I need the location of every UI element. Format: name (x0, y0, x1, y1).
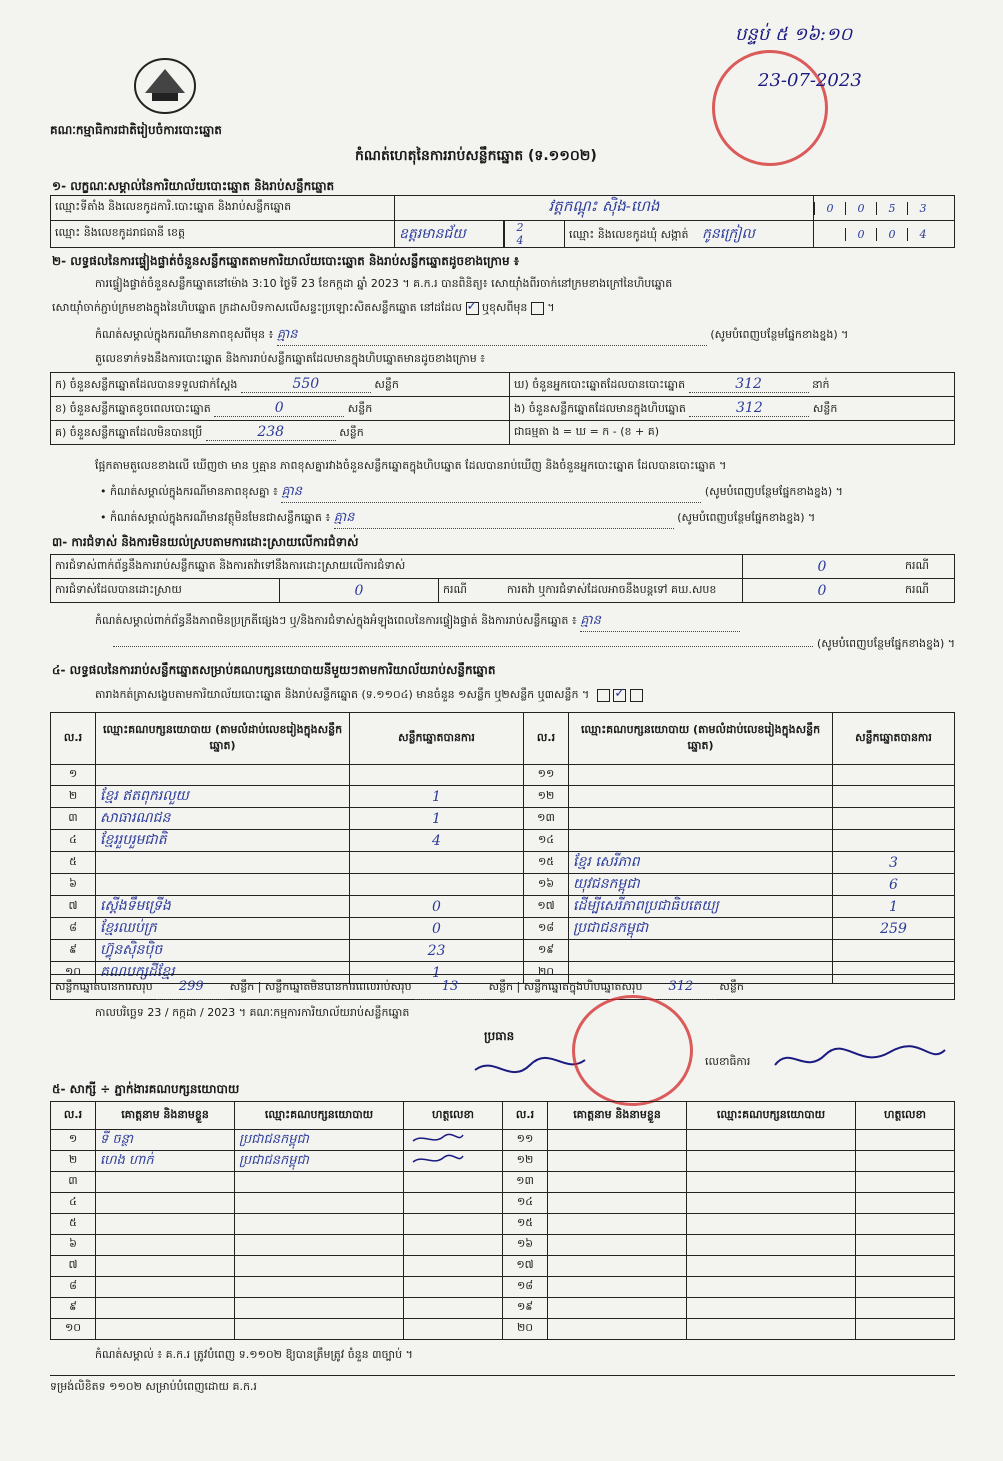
witness-signature (404, 1214, 503, 1235)
witness-signature (404, 1319, 503, 1340)
result-row (51, 786, 955, 808)
witness-signature (856, 1214, 955, 1235)
witness-party (687, 1172, 856, 1193)
same-checkbox[interactable] (466, 302, 479, 315)
party-name: យុវជនកម្ពុជា (569, 874, 833, 896)
stamp-date: 23-07-2023 (758, 70, 862, 91)
result-row (51, 765, 955, 786)
witness-name (548, 1130, 687, 1151)
official-stamp-top (712, 50, 828, 166)
party-votes: 4 (350, 830, 524, 852)
org-name: គណៈកម្មាធិការជាតិរៀបចំការបោះឆ្នោត (50, 123, 222, 137)
ballot-figures-table (50, 372, 955, 445)
witness-party (235, 1277, 404, 1298)
formula: ជាធម្មតា ង = ឃ = ក - (ខ + គ) (510, 421, 955, 445)
row-number: ១៧ (503, 1256, 548, 1277)
witness-signature (404, 1235, 503, 1256)
witness-name (96, 1193, 235, 1214)
party-votes: 259 (833, 918, 955, 940)
party-name: ប្រជាជនកម្ពុជា (569, 918, 833, 940)
witness-name (96, 1298, 235, 1319)
row-number: ៥ (51, 1214, 96, 1235)
received-value: 550 (241, 376, 371, 393)
objections-table: ការជំទាស់ពាក់ព័ន្ធនឹងការរាប់សន្លឹកឆ្នោត និងការតវ៉ាទៅនឹងការដោះស្រាយលើការជំទាស់ 0 ករណី ការជំទាស់ដែលបានដោះស្រាយ 0 ករណី ការតវ៉ា ឬការជំទាស់ដែលអាចនឹងបន្តទៅ គឃ.សបខ 0 ករណី (50, 554, 955, 603)
in-box-value: 312 (689, 400, 809, 417)
party-votes (833, 765, 955, 786)
party-votes: 0 (350, 918, 524, 940)
total-valid: 299 (156, 975, 226, 1000)
spoiled-value: 0 (214, 400, 344, 417)
witness-signature (404, 1193, 503, 1214)
witness-party (235, 1319, 404, 1340)
row-number: ៩ (51, 1298, 96, 1319)
total-in-box: 312 (646, 975, 716, 1000)
party-name (569, 765, 833, 786)
section2-heading: ២- លទ្ធផលនៃការផ្ទៀងផ្ទាត់ចំនួនសន្លឹកឆ្នោតតាមការិយាល័យបោះឆ្នោត និងរាប់សន្លឹកឆ្នោតដូចខាងក្រោម ៖ (52, 254, 520, 268)
row-number: ១០ (51, 1319, 96, 1340)
in-box-row: ង) ចំនួនសន្លឹកឆ្នោតដែលមានក្នុងហិបឆ្នោត 312 សន្លឹក (510, 397, 955, 421)
witness-name (548, 1298, 687, 1319)
row-number: ២ (51, 786, 96, 808)
result-row (51, 896, 955, 918)
witness-party (687, 1214, 856, 1235)
section4-heading: ៤- លទ្ធផលនៃការរាប់សន្លឹកឆ្នោតសម្រាប់គណបក្សនយោបាយនីមួយៗតាមការិយាល័យរាប់សន្លឹកឆ្នោត (52, 663, 496, 677)
party-votes (833, 808, 955, 830)
verification-line1: ការផ្ទៀងផ្ទាត់ចំនួនសន្លឹកឆ្នោតនៅម៉ោង 3:10 ថ្ងៃទី 23 ខែកក្កដា ឆ្នាំ 2023 ។ គ.ក.រ បានពិនិត្យ៖ សោយ៉ាំងពីរចាក់នៅក្រមខាងក្រៅនៃហិបឆ្នោត (95, 277, 673, 290)
row-number: ១៤ (503, 1193, 548, 1214)
party-votes (350, 852, 524, 874)
row-number: ២០ (503, 1319, 548, 1340)
witness-party (687, 1277, 856, 1298)
witness-party: ប្រជាជនកម្ពុជា (235, 1130, 404, 1151)
witness-name (96, 1235, 235, 1256)
witness-name (548, 1151, 687, 1172)
witness-party (235, 1172, 404, 1193)
row-number: ២០ (524, 962, 569, 984)
party-votes (350, 765, 524, 786)
witness-row (51, 1214, 955, 1235)
row-number: ៦ (51, 874, 96, 896)
witness-name (548, 1214, 687, 1235)
changed-checkbox[interactable] (531, 302, 544, 315)
witness-row (51, 1235, 955, 1256)
resolved-value: 0 (280, 579, 439, 603)
section5-heading: ៥- សាក្សី ÷ ភ្នាក់ងារគណបក្សនយោបាយ (52, 1082, 240, 1096)
row-number: ១៤ (524, 830, 569, 852)
witness-name (548, 1235, 687, 1256)
total-invalid: 13 (415, 975, 485, 1000)
official-stamp-bottom (572, 995, 693, 1106)
witness-signature (404, 1256, 503, 1277)
witness-name (548, 1172, 687, 1193)
party-name: សាធារណជន (96, 808, 350, 830)
witness-party (235, 1214, 404, 1235)
witness-signature (856, 1172, 955, 1193)
party-name (569, 786, 833, 808)
result-row (51, 808, 955, 830)
row-number: ៤ (51, 830, 96, 852)
witness-party (235, 1256, 404, 1277)
row-number: ១២ (503, 1151, 548, 1172)
row-number: ៧ (51, 896, 96, 918)
change-note: កំណត់សម្គាល់ក្នុងករណីមានភាពខុសពីមុន ៖ គ្មាន (សូមបំពេញបន្ថែមផ្នែកខាងខ្នង) ។ (95, 326, 955, 346)
secretary-signature (770, 1040, 950, 1080)
result-row (51, 830, 955, 852)
party-name (569, 808, 833, 830)
party-votes (833, 940, 955, 962)
party-name (569, 830, 833, 852)
party-name: ដើម្បីសេរីភាពប្រជាធិបតេយ្យ (569, 896, 833, 918)
witness-signature (404, 1151, 503, 1172)
witness-name (96, 1256, 235, 1277)
province-label: ឈ្មោះ និងលេខកូដរាជធានី ខេត្ត (51, 221, 395, 248)
witness-row (51, 1277, 955, 1298)
row-number: ១៥ (503, 1214, 548, 1235)
witness-signature (404, 1277, 503, 1298)
voters-row: ឃ) ចំនួនអ្នកបោះឆ្នោតដែលបានបោះឆ្នោត 312 នាក់ (510, 373, 955, 397)
footer-note: កំណត់សម្គាល់ ៖ គ.ក.រ ត្រូវបំពេញ ទ.១១០២ ឱ្យបានត្រឹមត្រូវ ចំនួន ៣ច្បាប់ ។ (95, 1348, 413, 1361)
three-sheet-checkbox[interactable] (630, 689, 643, 702)
row-number: ៨ (51, 918, 96, 940)
row-number: ៩ (51, 940, 96, 962)
party-name: ខ្មែរឈប់ក្រ (96, 918, 350, 940)
row-number: ១៧ (524, 896, 569, 918)
witness-party (687, 1235, 856, 1256)
handwritten-ref: បន្ទប់ ៥ ១៦:១០ (735, 24, 853, 45)
witness-row (51, 1256, 955, 1277)
row-number: ២ (51, 1151, 96, 1172)
verification-line2: សោយ៉ាំចាក់ភ្ជាប់ក្រមខាងក្នុងនៃហិបឆ្នោត ក្រដាសបិទកាសលើសន្ទះប្រឡោះសិតសន្លឹកឆ្នោត នៅដដែល ✓ ឬខុសពីមុន ។ (52, 301, 555, 317)
witness-signature (404, 1130, 503, 1151)
party-votes: 1 (350, 808, 524, 830)
witness-row (51, 1130, 955, 1151)
difference-line: ផ្អែកតាមតួលេខខាងលើ ឃើញថា មាន ឬគ្មាន ភាពខុសគ្នារវាងចំនួនសន្លឹកឆ្នោតក្នុងហិបឆ្នោត ដែលបានរាប់ឃើញ និងចំនួនអ្នកបោះឆ្នោត ដែលបានបោះឆ្នោត ។ (95, 459, 727, 472)
party-name: ខ្មែររួបរួមជាតិ (96, 830, 350, 852)
party-name: ហ៊្វុនស៊ិនប៉ិច (96, 940, 350, 962)
two-sheet-checkbox[interactable] (613, 689, 626, 702)
witness-name (96, 1214, 235, 1235)
row-number: ១៩ (503, 1298, 548, 1319)
row-number: ១៣ (524, 808, 569, 830)
witness-party (687, 1319, 856, 1340)
row-number: ១៨ (503, 1277, 548, 1298)
page-title: កំណត់ហេតុនៃការរាប់សន្លឹកឆ្នោត (ទ.១១០២) (355, 148, 597, 164)
witness-name (548, 1193, 687, 1214)
row-number: ១ (51, 765, 96, 786)
row-number: ១៦ (524, 874, 569, 896)
objection-label: ការជំទាស់ពាក់ព័ន្ធនឹងការរាប់សន្លឹកឆ្នោត និងការតវ៉ាទៅនឹងការដោះស្រាយលើការជំទាស់ (51, 555, 743, 579)
witness-party: ប្រជាជនកម្ពុជា (235, 1151, 404, 1172)
unused-row: គ) ចំនួនសន្លឹកឆ្នោតដែលមិនបានប្រើ 238 សន្លឹក (51, 421, 510, 445)
row-number: ១៩ (524, 940, 569, 962)
witness-signature (856, 1130, 955, 1151)
witness-signature (856, 1193, 955, 1214)
chair-label: ប្រធាន (484, 1029, 515, 1043)
received-row: ក) ចំនួនសន្លឹកឆ្នោតដែលបានទទួលជាក់ស្តែង 550 សន្លឹក (51, 373, 510, 397)
appeal-value: 0 (743, 579, 902, 603)
party-votes (833, 830, 955, 852)
witness-table: ល.រ គោត្តនាម និងនាមខ្លួន ឈ្មោះគណបក្សនយោបាយ ហត្ថលេខា ល.រ គោត្តនាម និងនាមខ្លួន ឈ្មោះគណបក្សនយោបាយ ហត្ថលេខា ១ ទី ចន្ថា ប្រជាជនកម្ពុជា ១១ ២ ហេង ហាក់ ប្រជាជនកម្ពុជា ១២ ៣ ១៣ ៤ ១៤ ៥ ១៥ ៦ ១៦ ៧ ១៧ ៨ ១៨ ៩ ១៩ ១០ ២០ (50, 1101, 955, 1340)
commune-value: កូនក្រៀល (702, 225, 755, 242)
witness-name (96, 1319, 235, 1340)
unused-value: 238 (206, 424, 336, 441)
witness-row (51, 1193, 955, 1214)
difference-note: • កំណត់សម្គាល់ក្នុងករណីមានភាពខុសគ្នា ៖ គ្មាន (សូមបំពេញបន្ថែមផ្នែកខាងខ្នង) ។ (100, 483, 955, 503)
row-number: ១១ (524, 765, 569, 786)
province-value: ឧត្តរមានជ័យ (395, 221, 504, 248)
difference-note-value: គ្មាន (281, 483, 701, 503)
witness-party (687, 1151, 856, 1172)
result-row (51, 918, 955, 940)
party-name (96, 874, 350, 896)
witness-party (687, 1130, 856, 1151)
party-votes: 1 (350, 786, 524, 808)
party-name: ស្ដើងទឹមទ្រើង (96, 896, 350, 918)
party-votes: 3 (833, 852, 955, 874)
witness-row (51, 1172, 955, 1193)
totals-row: សន្លឹកឆ្នោតបានការសរុប 299 សន្លឹក | សន្លឹកឆ្នោតមិនបានការពេលរាប់សរុប 13 សន្លឹក | សន្លឹកឆ្នោតក្នុងហិបឆ្នោតសរុប 312 សន្លឹក (50, 974, 955, 1000)
witness-name (96, 1277, 235, 1298)
row-number: ៦ (51, 1235, 96, 1256)
figures-intro: តួលេខទាក់ទងនឹងការបោះឆ្នោត និងការរាប់សន្លឹកឆ្នោតដែលមានក្នុងហិបឆ្នោតមានដូចខាងក្រោម ៖ (95, 352, 486, 365)
row-number: ៣ (51, 808, 96, 830)
witness-party (687, 1256, 856, 1277)
witness-row (51, 1151, 955, 1172)
witness-name (548, 1256, 687, 1277)
result-row (51, 874, 955, 896)
witness-party (687, 1298, 856, 1319)
witness-name (548, 1319, 687, 1340)
row-number: ១០ (51, 962, 96, 984)
appeal-label: ករណី ការតវ៉ា ឬការជំទាស់ដែលអាចនឹងបន្តទៅ គឃ.សបខ (439, 579, 743, 603)
party-name (96, 765, 350, 786)
witness-signature (856, 1151, 955, 1172)
party-name: ខ្មែរ ឥតពុករលួយ (96, 786, 350, 808)
witness-signature (856, 1256, 955, 1277)
row-number: ១៥ (524, 852, 569, 874)
voters-value: 312 (689, 376, 809, 393)
date-line: កាលបរិច្ឆេទ 23 / កក្កដា / 2023 ។ គណៈកម្មការការិយាល័យរាប់សន្លឹកឆ្នោត (95, 1006, 410, 1019)
province-code: 24 (504, 221, 565, 248)
nec-emblem-icon (130, 55, 200, 117)
row-number: ១២ (524, 786, 569, 808)
location-value: វត្តកណ្តុះ ស៊ិង-ហេង (395, 196, 814, 221)
witness-party (235, 1235, 404, 1256)
commune-label: ឈ្មោះ និងលេខកូដឃុំ សង្កាត់ កូនក្រៀល (565, 221, 814, 248)
witness-signature (856, 1235, 955, 1256)
party-name: គណបក្សដីខ្មែរ (96, 962, 350, 984)
witness-signature (856, 1277, 955, 1298)
section1-table (50, 195, 955, 248)
result-row (51, 852, 955, 874)
section3-heading: ៣- ការជំទាស់ និងការមិនយល់ស្របតាមការដោះស្រាយលើការជំទាស់ (52, 535, 359, 549)
secretary-label: លេខាធិការ (705, 1055, 751, 1068)
ballot-count-report: គណៈកម្មាធិការជាតិរៀបចំការបោះឆ្នោត កំណត់ហេតុនៃការរាប់សន្លឹកឆ្នោត (ទ.១១០២) បន្ទប់ ៥ ១៦:១០ 23-07-2023 ១- លក្ខណៈសម្គាល់នៃការិយាល័យបោះឆ្នោត និងរាប់សន្លឹកឆ្នោត ឈ្មោះទីតាំង និងលេខកូដការិ.បោះឆ្នោត និងរាប់សន្លឹកឆ្នោត វត្តកណ្តុះ ស៊ិង-ហេង 0 0 5 3 ឈ្មោះ និងលេខកូដរាជធានី ខេត្ត ឧត្តរមានជ័យ 24 ឈ្មោះ និងលេខកូដឃុំ សង្កាត់ កូនក្រៀល 0 0 4 ២- លទ្ធផលនៃការផ្ទៀងផ្ទាត់ចំនួនសន្លឹកឆ្នោតតាមការិយាល័យបោះឆ្នោត និងរាប់សន្លឹកឆ្នោតដូចខាងក្រោម ៖ ការផ្ទៀងផ្ទាត់ចំនួនសន្លឹកឆ្នោតនៅម៉ោង 3:10 ថ្ងៃទី 23 ខែកក្កដា ឆ្នាំ 2023 ។ គ.ក.រ បានពិនិត្យ៖ សោយ៉ាំងពីរចាក់នៅក្រមខាងក្រៅនៃហិបឆ្នោត សោយ៉ាំចាក់ភ្ជាប់ក្រមខាងក្នុងនៃហិបឆ្នោត ក្រដាសបិទកាសលើសន្ទះប្រឡោះសិតសន្លឹកឆ្នោត នៅដដែល ✓ ឬខុសពីមុន ។ កំណត់សម្គាល់ក្នុងករណីមានភាពខុសពីមុន ៖ គ្មាន (សូមបំពេញបន្ថែមផ្នែកខាងខ្នង) ។ តួលេខទាក់ទងនឹងការបោះឆ្នោត និងការរាប់សន្លឹកឆ្នោតដែលមានក្នុងហិបឆ្នោតមានដូចខាងក្រោម ៖ ក) ចំនួនសន្លឹកឆ្នោតដែលបានទទួលជាក់ស្តែង 550 សន្លឹក ឃ) ចំនួនអ្នកបោះឆ្នោតដែលបានបោះឆ្នោត 312 នាក់ ខ) ចំនួនសន្លឹកឆ្នោតខូចពេលបោះឆ្នោត 0 សន្លឹក ង) ចំនួនសន្លឹកឆ្នោតដែលមានក្នុងហិបឆ្នោត 312 សន្លឹក គ) ចំនួនសន្លឹកឆ្នោតដែលមិនបានប្រើ 238 សន្លឹក ជាធម្មតា ង = ឃ = ក - (ខ + គ) ផ្អែកតាមតួលេខខាងលើ ឃើញថា មាន ឬគ្មាន ភាពខុសគ្នារវាងចំនួនសន្លឹកឆ្នោតក្នុងហិបឆ្នោត ដែលបានរាប់ឃើញ និងចំនួនអ្នកបោះឆ្នោត ដែលបានបោះឆ្នោត ។ • កំណត់សម្គាល់ក្នុងករណីមានភាពខុសគ្នា ៖ គ្មាន (សូមបំពេញបន្ថែមផ្នែកខាងខ្នង) ។ • កំណត់សម្គាល់ក្នុងករណីមានវត្ថុមិនមែនជាសន្លឹកឆ្នោត ៖ គ្មាន (សូមបំពេញបន្ថែមផ្នែកខាងខ្នង) ។ ៣- ការជំទាស់ និងការមិនយល់ស្របតាមការដោះស្រាយលើការជំទាស់ ការជំទាស់ពាក់ព័ន្ធនឹងការរាប់សន្លឹកឆ្នោត និងការតវ៉ាទៅនឹងការដោះស្រាយលើការជំទាស់ 0 ករណី ការជំទាស់ដែលបានដោះស្រាយ 0 ករណី ការតវ៉ា ឬការជំទាស់ដែលអាចនឹងបន្តទៅ គឃ.សបខ 0 ករណី កំណត់សម្គាល់ពាក់ព័ន្ធនឹងភាពមិនប្រក្រតីផ្សេងៗ ឬ/និងការជំទាស់ក្នុងអំឡុងពេលនៃការផ្ទៀងផ្ទាត់ និងការរាប់សន្លឹកឆ្នោត ៖ គ្មាន (សូមបំពេញបន្ថែមផ្នែកខាងខ្នង) ។ ៤- លទ្ធផលនៃការរាប់សន្លឹកឆ្នោតសម្រាប់គណបក្សនយោបាយនីមួយៗតាមការិយាល័យរាប់សន្លឹកឆ្នោត តារាងកត់ត្រាសង្ខេបតាមការិយាល័យបោះឆ្នោត និងរាប់សន្លឹកឆ្នោត (ទ.១១០៤) មានចំនួន ១សន្លឹក ឬ២សន្លឹក ឬ៣សន្លឹក ។ ✓ ល.រ ឈ្មោះគណបក្សនយោបាយ (តាមលំដាប់លេខរៀងក្នុងសន្លឹកឆ្នោត) សន្លឹកឆ្នោតបានការ ល.រ ឈ្មោះគណបក្សនយោបាយ (តាមលំដាប់លេខរៀងក្នុងសន្លឹកឆ្នោត) សន្លឹកឆ្នោតបានការ ១ ១១ ២ ខ្មែរ ឥតពុករលួយ 1 ១២ ៣ សាធារណជន 1 ១៣ ៤ ខ្មែររួបរួមជាតិ 4 ១៤ ៥ ១៥ ខ្មែរ សេរីភាព 3 ៦ ១៦ យុវជនកម្ពុជា 6 ៧ ស្ដើងទឹមទ្រើង 0 ១៧ ដើម្បីសេរីភាពប្រជាធិបតេយ្យ 1 ៨ ខ្មែរឈប់ក្រ 0 ១៨ ប្រជាជនកម្ពុជា 259 ៩ ហ៊្វុនស៊ិនប៉ិច 23 ១៩ ១០ គណបក្សដីខ្មែរ 1 ២០ សន្លឹកឆ្នោតបានការសរុប 299 សន្លឹក | សន្លឹកឆ្នោតមិនបានការពេលរាប់សរុប 13 សន្លឹក | សន្លឹកឆ្នោតក្នុងហិបឆ្នោតសរុប 312 សន្លឹក កាលបរិច្ឆេទ 23 / កក្កដា / 2023 ។ គណៈកម្មការការិយាល័យរាប់សន្លឹកឆ្នោត ប្រធាន លេខាធិការ ៥- សាក្សី ÷ ភ្នាក់ងារគណបក្សនយោបាយ ល.រ គោត្តនាម និងនាមខ្លួន ឈ្មោះគណបក្សនយោបាយ ហត្ថលេខា ល.រ គោត្តនាម និងនាមខ្លួន ឈ្មោះគណបក្សនយោបាយ ហត្ថលេខា ១ ទី ចន្ថា ប្រជាជនកម្ពុជា ១១ ២ ហេង ហាក់ ប្រជាជនកម្ពុជា ១២ ៣ ១៣ ៤ ១៤ ៥ ១៥ ៦ ១៦ ៧ ១៧ ៨ ១៨ ៩ ១៩ ១០ ២០ កំណត់សម្គាល់ ៖ គ.ក.រ ត្រូវបំពេញ ទ.១១០២ ឱ្យបានត្រឹមត្រូវ ចំនួន ៣ច្បាប់ ។ ទម្រង់លិខិតទ ១១០២ សម្រាប់បំពេញដោយ គ.ក.រ (0, 0, 1003, 1461)
party-votes (833, 786, 955, 808)
witness-party (235, 1193, 404, 1214)
row-number: ៥ (51, 852, 96, 874)
one-sheet-checkbox[interactable] (597, 689, 610, 702)
party-votes: 0 (350, 896, 524, 918)
irregularity-note-value: គ្មាន (580, 612, 740, 632)
witness-name (96, 1172, 235, 1193)
witness-signature (856, 1298, 955, 1319)
row-number: ៨ (51, 1277, 96, 1298)
form-label: ទម្រង់លិខិតទ ១១០២ សម្រាប់បំពេញដោយ គ.ក.រ (50, 1380, 257, 1393)
party-votes: 1 (350, 962, 524, 984)
party-name (96, 852, 350, 874)
party-name: ខ្មែរ សេរីភាព (569, 852, 833, 874)
resolved-label: ការជំទាស់ដែលបានដោះស្រាយ (51, 579, 280, 603)
witness-party (687, 1193, 856, 1214)
result-row (51, 940, 955, 962)
row-number: ១១ (503, 1130, 548, 1151)
row-number: ៣ (51, 1172, 96, 1193)
witness-name: ហេង ហាក់ (96, 1151, 235, 1172)
witness-signature (856, 1319, 955, 1340)
witness-row (51, 1319, 955, 1340)
object-note: • កំណត់សម្គាល់ក្នុងករណីមានវត្ថុមិនមែនជាសន្លឹកឆ្នោត ៖ គ្មាន (សូមបំពេញបន្ថែមផ្នែកខាងខ្នង) ។ (100, 509, 955, 529)
witness-signature (404, 1298, 503, 1319)
witness-name (548, 1277, 687, 1298)
row-number: ៧ (51, 1256, 96, 1277)
row-number: ១៣ (503, 1172, 548, 1193)
location-code: 0 0 5 3 (814, 196, 955, 221)
witness-signature (404, 1172, 503, 1193)
section1-heading: ១- លក្ខណៈសម្គាល់នៃការិយាល័យបោះឆ្នោត និងរាប់សន្លឹកឆ្នោត (52, 179, 335, 193)
row-number: ១៦ (503, 1235, 548, 1256)
party-votes: 23 (350, 940, 524, 962)
spoiled-row: ខ) ចំនួនសន្លឹកឆ្នោតខូចពេលបោះឆ្នោត 0 សន្លឹក (51, 397, 510, 421)
party-results-table: ល.រ ឈ្មោះគណបក្សនយោបាយ (តាមលំដាប់លេខរៀងក្នុងសន្លឹកឆ្នោត) សន្លឹកឆ្នោតបានការ ល.រ ឈ្មោះគណបក្សនយោបាយ (តាមលំដាប់លេខរៀងក្នុងសន្លឹកឆ្នោត) សន្លឹកឆ្នោតបានការ ១ ១១ ២ ខ្មែរ ឥតពុករលួយ 1 ១២ ៣ សាធារណជន 1 ១៣ ៤ ខ្មែររួបរួមជាតិ 4 ១៤ ៥ ១៥ ខ្មែរ សេរីភាព 3 ៦ ១៦ យុវជនកម្ពុជា 6 ៧ ស្ដើងទឹមទ្រើង 0 ១៧ ដើម្បីសេរីភាពប្រជាធិបតេយ្យ 1 ៨ ខ្មែរឈប់ក្រ 0 ១៨ ប្រជាជនកម្ពុជា 259 ៩ ហ៊្វុនស៊ិនប៉ិច 23 ១៩ ១០ គណបក្សដីខ្មែរ 1 ២០ (50, 712, 955, 984)
party-votes: 1 (833, 896, 955, 918)
witness-row (51, 1298, 955, 1319)
location-label: ឈ្មោះទីតាំង និងលេខកូដការិ.បោះឆ្នោត និងរាប់សន្លឹកឆ្នោត (51, 196, 395, 221)
row-number: ១៨ (524, 918, 569, 940)
object-note-value: គ្មាន (334, 509, 674, 529)
irregularity-note: កំណត់សម្គាល់ពាក់ព័ន្ធនឹងភាពមិនប្រក្រតីផ្សេងៗ ឬ/និងការជំទាស់ក្នុងអំឡុងពេលនៃការផ្ទៀងផ្ទាត់ និងការរាប់សន្លឹកឆ្នោត ៖ គ្មាន (95, 612, 955, 632)
party-votes (350, 874, 524, 896)
party-name (569, 940, 833, 962)
commune-code: 0 0 4 (814, 221, 955, 248)
witness-name: ទី ចន្ថា (96, 1130, 235, 1151)
summary-intro: តារាងកត់ត្រាសង្ខេបតាមការិយាល័យបោះឆ្នោត និងរាប់សន្លឹកឆ្នោត (ទ.១១០៤) មានចំនួន ១សន្លឹក ឬ២សន្លឹក ឬ៣សន្លឹក ។ ✓ (95, 688, 643, 704)
row-number: ៤ (51, 1193, 96, 1214)
objection-value: 0 (743, 555, 902, 579)
row-number: ១ (51, 1130, 96, 1151)
witness-party (235, 1298, 404, 1319)
change-note-value: គ្មាន (277, 326, 707, 346)
party-votes: 6 (833, 874, 955, 896)
